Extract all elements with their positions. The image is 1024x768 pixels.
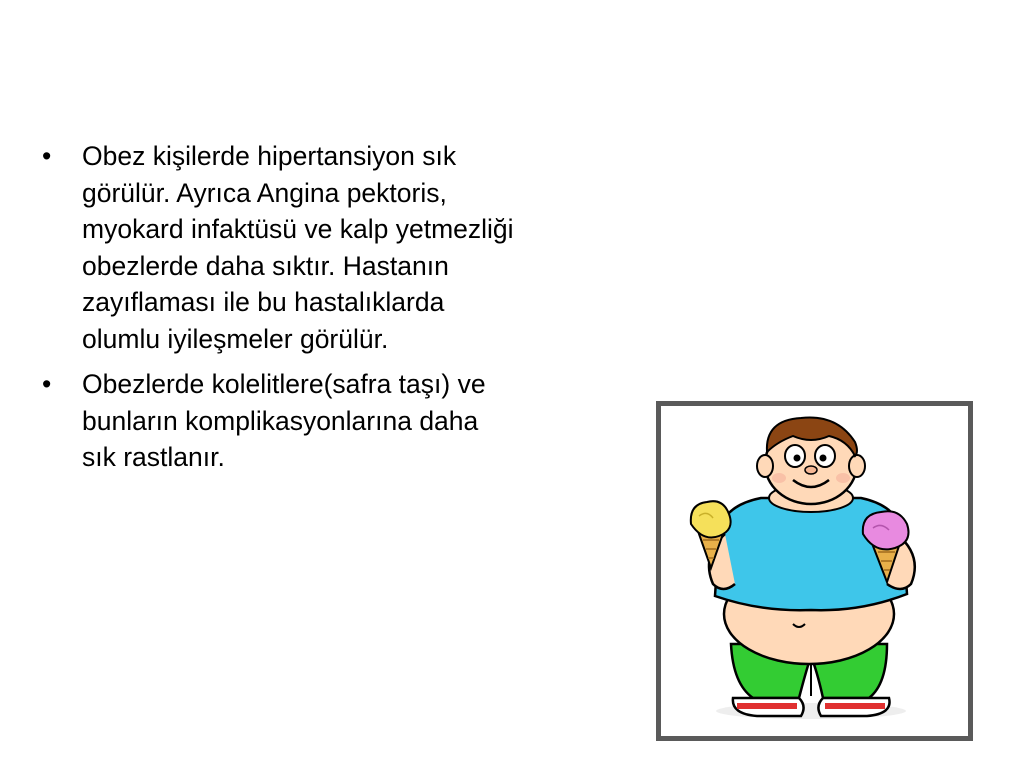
bullet-line: görülür. Ayrıca Angina pektoris, [82, 177, 447, 208]
bullet-list [40, 138, 645, 485]
bullet-line: zayıflaması ile bu hastalıklarda [82, 287, 445, 317]
bullet-line: sık rastlanır. [82, 442, 225, 472]
bullet-item [40, 138, 645, 357]
bullet-line: Obez kişilerde hipertansiyon sık [82, 141, 457, 171]
bullet-item [40, 366, 645, 476]
bullet-line: olumlu iyileşmeler görülür. [82, 323, 389, 354]
bullet-line: myokard infaktüsü ve kalp yetmezliği [82, 214, 514, 244]
bullet-marker: • [42, 141, 52, 171]
bullet-line: Obezlerde kolelitlere(safra taşı) ve [82, 369, 486, 399]
bullet-marker: • [42, 369, 52, 399]
overweight-boy-holding-ice-cream-cones-illustration-icon [661, 406, 968, 736]
bullet-line: bunların komplikasyonlarına daha [82, 405, 479, 436]
bullet-line: obezlerde daha sıktır. Hastanın [82, 250, 449, 281]
illustration-frame [656, 401, 973, 741]
